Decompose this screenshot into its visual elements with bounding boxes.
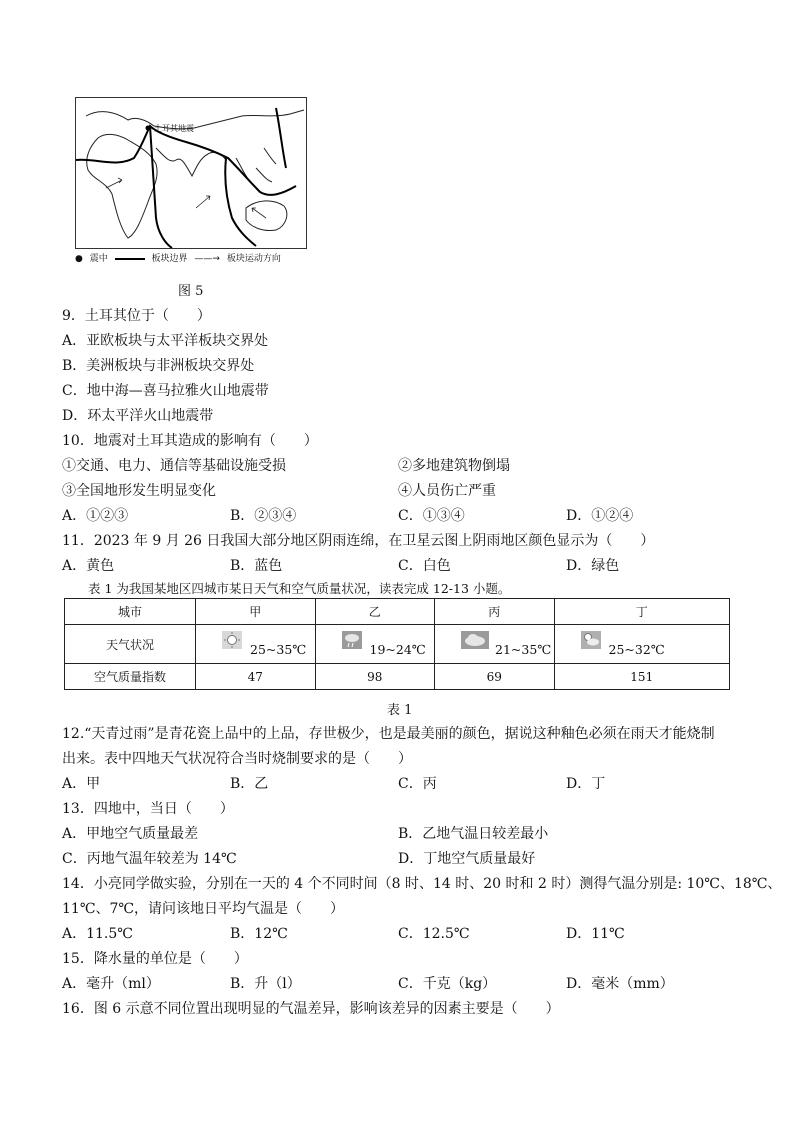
table-header-ding: 丁 — [554, 599, 730, 625]
q12-option-c[interactable]: C．丙 — [398, 776, 437, 792]
legend-plate-movement: 板块运动方向 — [226, 254, 281, 264]
q15-option-a[interactable]: A．毫升（ml） — [62, 976, 160, 992]
aqi-ding: 151 — [554, 664, 730, 690]
q11-option-b[interactable]: B．蓝色 — [230, 558, 283, 574]
temp-ding: 25~32℃ — [608, 642, 665, 657]
table1-caption: 表 1 — [387, 703, 413, 718]
partly-cloudy-icon — [581, 631, 601, 649]
q12-stem-line2: 出来。表中四地天气状况符合当时烧制要求的是（ ） — [62, 751, 412, 767]
q13-option-c[interactable]: C．丙地气温年较差为 14℃ — [62, 851, 237, 867]
q10-item-3: ③全国地形发生明显变化 — [62, 483, 216, 499]
q14-stem-line1: 14．小亮同学做实验，分别在一天的 4 个不同时间（8 时、14 时、20 时和 2 时）测得气温分别是: 10℃、18℃、 — [62, 876, 782, 892]
table-header-yi: 乙 — [315, 599, 435, 625]
q10-item-1: ①交通、电力、通信等基础设施受损 — [62, 458, 286, 474]
boundary-line-icon — [115, 258, 145, 260]
q15-option-b[interactable]: B．升（l） — [230, 976, 301, 992]
q10-option-b[interactable]: B．②③④ — [230, 508, 297, 524]
temp-yi: 19~24℃ — [369, 642, 426, 657]
turkey-quake-label: 土耳其地震 — [154, 124, 194, 133]
q10-item-2: ②多地建筑物倒塌 — [398, 458, 510, 474]
row-label-aqi: 空气质量指数 — [65, 664, 196, 690]
table-header-city: 城市 — [65, 599, 196, 625]
q13-option-d[interactable]: D．丁地空气质量最好 — [398, 851, 536, 867]
q10-option-c[interactable]: C．①③④ — [398, 508, 465, 524]
q14-option-c[interactable]: C．12.5℃ — [398, 926, 470, 942]
figure5-caption: 图 5 — [178, 284, 204, 299]
table1-intro: 表 1 为我国某地区四城市某日天气和空气质量状况，读表完成 12-13 小题。 — [88, 581, 511, 596]
q15-option-d[interactable]: D．毫米（mm） — [566, 976, 674, 992]
table-header-bing: 丙 — [435, 599, 555, 625]
table-header-jia: 甲 — [196, 599, 316, 625]
q12-option-b[interactable]: B．乙 — [230, 776, 269, 792]
q10-stem: 10．地震对土耳其造成的影响有（ ） — [62, 433, 318, 449]
q9-option-a[interactable]: A．亚欧板块与太平洋板块交界处 — [62, 333, 269, 349]
q9-option-b[interactable]: B．美洲板块与非洲板块交界处 — [62, 358, 255, 374]
q13-option-a[interactable]: A．甲地空气质量最差 — [62, 826, 199, 842]
q15-stem: 15．降水量的单位是（ ） — [62, 951, 248, 967]
q12-option-a[interactable]: A．甲 — [62, 776, 101, 792]
q11-option-d[interactable]: D．绿色 — [566, 558, 620, 574]
aqi-yi: 98 — [315, 664, 435, 690]
plate-map-graphic — [76, 98, 306, 248]
q12-option-d[interactable]: D．丁 — [566, 776, 606, 792]
q11-stem: 11．2023 年 9 月 26 日我国大部分地区阴雨连绵，在卫星云图上阴雨地区颜色显示为（ ） — [62, 533, 655, 549]
q11-option-c[interactable]: C．白色 — [398, 558, 451, 574]
q10-item-4: ④人员伤亡严重 — [398, 483, 496, 499]
epicenter-dot-icon: ● — [75, 254, 83, 264]
q14-option-d[interactable]: D．11℃ — [566, 926, 625, 942]
legend-plate-boundary: 板块边界 — [151, 254, 188, 264]
temp-bing: 21~35℃ — [495, 642, 552, 657]
q16-stem: 16．图 6 示意不同位置出现明显的气温差异，影响该差异的因素主要是（ ） — [62, 1001, 560, 1017]
cloudy-icon — [461, 631, 489, 649]
q10-option-d[interactable]: D．①②④ — [566, 508, 634, 524]
q9-option-d[interactable]: D．环太平洋火山地震带 — [62, 408, 214, 424]
legend-epicenter: 震中 — [89, 254, 108, 264]
aqi-bing: 69 — [435, 664, 555, 690]
temp-jia: 25~35℃ — [250, 642, 307, 657]
q11-option-a[interactable]: A．黄色 — [62, 558, 115, 574]
row-label-weather: 天气状况 — [65, 625, 196, 664]
q10-option-a[interactable]: A．①②③ — [62, 508, 129, 524]
weather-table — [64, 598, 730, 690]
q14-option-b[interactable]: B．12℃ — [230, 926, 288, 942]
q9-stem: 9．土耳其位于（ ） — [62, 308, 211, 324]
map-legend — [75, 251, 285, 264]
q14-option-a[interactable]: A．11.5℃ — [62, 926, 133, 942]
q9-option-c[interactable]: C．地中海—喜马拉雅火山地震带 — [62, 383, 269, 399]
q15-option-c[interactable]: C．千克（kg） — [398, 976, 497, 992]
figure5-map — [75, 97, 307, 249]
sunny-icon — [222, 631, 242, 649]
q12-stem-line1: 12.“天青过雨”是青花瓷上品中的上品，存世极少，也是最美丽的颜色，据说这种釉色必须在雨天才能烧制 — [62, 726, 715, 742]
arrow-icon: ——→ — [194, 254, 220, 264]
q13-stem: 13．四地中，当日（ ） — [62, 801, 234, 817]
q14-stem-line2: 11℃、7℃，请问该地日平均气温是（ ） — [62, 901, 345, 917]
aqi-jia: 47 — [196, 664, 316, 690]
q13-option-b[interactable]: B．乙地气温日较差最小 — [398, 826, 549, 842]
rain-icon — [342, 631, 362, 649]
